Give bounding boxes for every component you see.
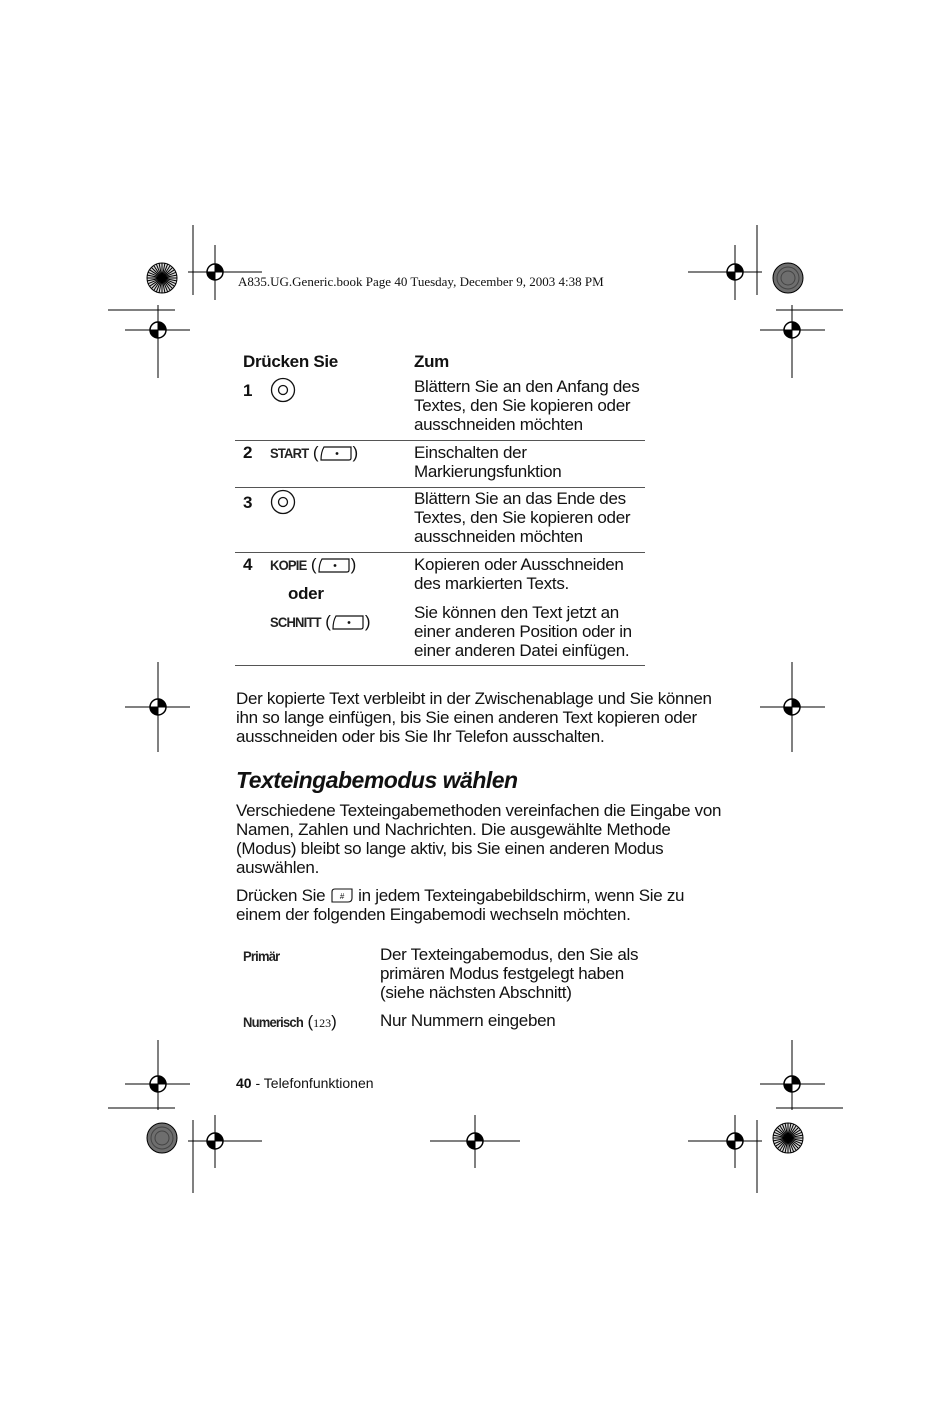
table-header-press: Drücken Sie bbox=[243, 352, 338, 371]
mode-description: Nur Nummern eingeben bbox=[380, 1011, 556, 1030]
step-number: 1 bbox=[243, 381, 253, 400]
step-number: 2 bbox=[243, 443, 253, 462]
nav-key-icon bbox=[270, 489, 296, 515]
step-description: Einschalten der Markierungsfunktion bbox=[414, 443, 562, 481]
cut-key-label: SCHNITT bbox=[270, 614, 321, 631]
key-sequence: KOPIE ( ) bbox=[270, 555, 357, 574]
slug-line: A835.UG.Generic.book Page 40 Tuesday, December 9, 2003 4:38 PM bbox=[238, 274, 604, 289]
row-divider bbox=[235, 552, 645, 553]
page-number: 40 bbox=[236, 1075, 252, 1091]
step-number: 3 bbox=[243, 493, 253, 512]
copy-key-label: KOPIE bbox=[270, 557, 307, 574]
step-description: Kopieren oder Ausschneiden des markierten Texts. bbox=[414, 555, 624, 593]
svg-text:#: # bbox=[339, 892, 344, 901]
key-sequence: START ( ) bbox=[270, 443, 359, 462]
start-key-label: START bbox=[270, 445, 309, 462]
step-note: Sie können den Text jetzt an einer anderen Position oder in einer anderen Datei einfügen. bbox=[414, 603, 632, 660]
intro-paragraph: Verschiedene Texteingabemethoden vereinfachen die Eingabe von Namen, Zahlen und Nachrichten. Die ausgewählte Methode (Modus) bleibt so lange aktiv, bis Sie einen anderen Modus auswählen. bbox=[236, 801, 722, 877]
instruction-paragraph: Drücken Sie # in jedem Texteingabebildschirm, wenn Sie zu einem der folgenden Eingabemodi wechseln möchten. bbox=[236, 886, 685, 924]
table-header-to: Zum bbox=[414, 352, 449, 371]
key-sequence: SCHNITT ( ) bbox=[270, 612, 371, 631]
row-divider bbox=[235, 665, 645, 666]
page-footer: 40 - Telefonfunktionen bbox=[236, 1075, 374, 1091]
step-description: Blättern Sie an das Ende des Textes, den Sie kopieren oder ausschneiden möchten bbox=[414, 489, 631, 546]
section-heading: Texteingabemodus wählen bbox=[236, 767, 518, 793]
right-softkey-icon bbox=[319, 446, 353, 461]
chapter-title: Telefonfunktionen bbox=[263, 1075, 374, 1091]
step-number: 4 bbox=[243, 555, 253, 574]
row-divider bbox=[235, 440, 645, 441]
mode-description: Der Texteingabemodus, den Sie als primären Modus festgelegt haben (siehe nächsten Abschnitt) bbox=[380, 945, 639, 1002]
mode-name-numeric: Numerisch (123) bbox=[243, 1012, 337, 1031]
step-description: Blättern Sie an den Anfang des Textes, den Sie kopieren oder ausschneiden möchten bbox=[414, 377, 640, 434]
right-softkey-icon bbox=[317, 558, 351, 573]
right-softkey-icon bbox=[331, 615, 365, 630]
or-label: oder bbox=[288, 584, 324, 603]
nav-key-icon bbox=[270, 377, 296, 403]
row-divider bbox=[235, 487, 645, 488]
pound-key-icon bbox=[330, 888, 354, 903]
numeric-mode-symbol: 123 bbox=[313, 1016, 332, 1030]
clipboard-paragraph: Der kopierte Text verbleibt in der Zwischenablage und Sie können ihn so lange einfügen, bis Sie einen anderen Text kopieren oder ausschneiden oder bis Sie Ihr Telefon ausschalten. bbox=[236, 689, 712, 746]
mode-name-primary: Primär bbox=[243, 948, 280, 965]
